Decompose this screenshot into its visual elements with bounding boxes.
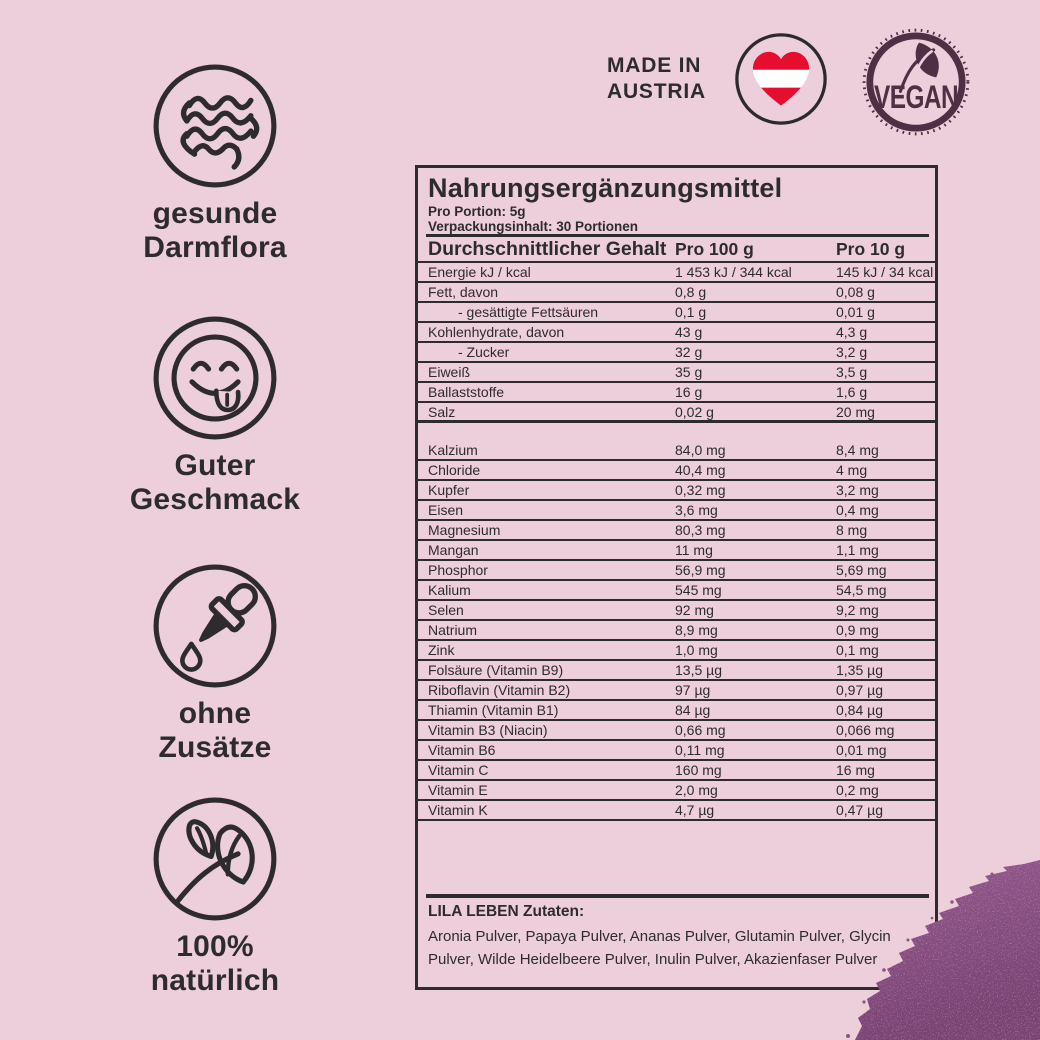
table-row — [418, 581, 935, 601]
row-per100: 92 mg — [675, 602, 714, 618]
row-per10: 5,69 mg — [836, 562, 887, 578]
col-header-per10: Pro 10 g — [836, 239, 906, 259]
feature-label — [158, 697, 271, 765]
row-label: Kalium — [428, 582, 471, 598]
table-row — [418, 343, 935, 363]
row-label: Fett, davon — [428, 284, 499, 300]
row-per10: 4,3 g — [836, 324, 868, 340]
row-per10: 0,08 g — [836, 284, 875, 300]
feature-good-taste — [80, 314, 350, 517]
row-label: Selen — [428, 602, 464, 618]
row-per100: 0,1 g — [675, 304, 707, 320]
table-row — [418, 363, 935, 383]
ingredients-title: LILA LEBEN Zutaten: — [428, 903, 585, 920]
row-per10: 20 mg — [836, 403, 875, 420]
row-label: Ballaststoffe — [428, 384, 505, 400]
row-per100: 11 mg — [675, 542, 713, 558]
dropper-icon — [151, 562, 279, 690]
micro-rows — [418, 441, 935, 821]
row-label: Phosphor — [428, 562, 488, 578]
table-row — [418, 303, 935, 323]
row-per10: 145 kJ / 34 kcal — [836, 264, 934, 280]
table-row — [418, 721, 935, 741]
row-label: Zink — [428, 642, 455, 658]
table-row — [418, 701, 935, 721]
row-per100: 97 µg — [675, 682, 711, 698]
feature-label — [143, 197, 287, 265]
row-per100: 13,5 µg — [675, 662, 722, 678]
row-per10: 0,1 mg — [836, 642, 879, 658]
divider — [426, 234, 929, 237]
table-row — [418, 283, 935, 303]
smiley-tongue-icon — [151, 314, 279, 442]
feature-label-line: gesunde — [152, 197, 278, 230]
row-per100: 0,02 g — [675, 403, 714, 420]
row-per10: 3,2 mg — [836, 482, 879, 498]
row-per10: 3,5 g — [836, 364, 868, 380]
row-label: Kohlenhydrate, davon — [428, 324, 565, 340]
purple-powder-photo — [812, 842, 1040, 1040]
row-label: Energie kJ / kcal — [428, 264, 531, 280]
table-row — [418, 801, 935, 821]
row-per100: 160 mg — [675, 762, 722, 778]
row-per10: 0,4 mg — [836, 502, 879, 518]
row-per100: 56,9 mg — [675, 562, 726, 578]
table-row — [418, 263, 935, 283]
row-label: Salz — [428, 403, 456, 420]
row-per10: 0,47 µg — [836, 802, 883, 818]
table-row — [418, 681, 935, 701]
row-label: Mangan — [428, 542, 479, 558]
table-row — [418, 383, 935, 403]
row-per100: 4,7 µg — [675, 802, 715, 818]
feature-label-line: Darmflora — [143, 231, 287, 264]
row-per100: 16 g — [675, 384, 703, 400]
row-label: Vitamin E — [428, 782, 488, 798]
feature-label-line: Guter — [174, 449, 256, 482]
vegan-label: VEGAN — [873, 79, 959, 116]
row-label: - Zucker — [458, 344, 510, 360]
row-label: Folsäure (Vitamin B9) — [428, 662, 564, 678]
made-in-line: AUSTRIA — [607, 80, 706, 103]
row-per10: 0,01 g — [836, 304, 875, 320]
table-row — [418, 403, 935, 423]
row-per10: 4 mg — [836, 462, 868, 478]
made-in-line: MADE IN — [607, 54, 702, 77]
row-per100: 80,3 mg — [675, 522, 726, 538]
table-row — [418, 601, 935, 621]
row-label: Kupfer — [428, 482, 470, 498]
col-header-label: Durchschnittlicher Gehalt — [428, 238, 667, 260]
table-row — [418, 441, 935, 461]
macro-rows — [418, 263, 935, 423]
row-label: Kalzium — [428, 442, 478, 458]
table-row — [418, 521, 935, 541]
austria-flag-heart-icon — [733, 31, 829, 127]
row-label: Riboflavin (Vitamin B2) — [428, 682, 571, 698]
row-label: Thiamin (Vitamin B1) — [428, 702, 559, 718]
row-per100: 0,11 mg — [675, 742, 725, 758]
row-per100: 84 µg — [675, 702, 711, 718]
table-row — [418, 661, 935, 681]
table-row — [418, 481, 935, 501]
row-per100: 0,32 mg — [675, 482, 726, 498]
row-per10: 0,84 µg — [836, 702, 883, 718]
row-per100: 545 mg — [675, 582, 722, 598]
row-per10: 8 mg — [836, 522, 868, 538]
row-per10: 0,066 mg — [836, 722, 895, 738]
feature-label-line: natürlich — [150, 964, 280, 997]
row-per10: 54,5 mg — [836, 582, 887, 598]
table-header-row — [418, 238, 935, 263]
row-label: Vitamin B6 — [428, 742, 496, 758]
table-row — [418, 641, 935, 661]
table-row — [418, 741, 935, 761]
feature-no-additives — [80, 562, 350, 765]
feature-label-line: ohne — [178, 697, 252, 730]
intestine-icon — [151, 62, 279, 190]
row-per100: 43 g — [675, 324, 703, 340]
table-row — [418, 561, 935, 581]
row-per100: 8,9 mg — [675, 622, 718, 638]
feature-label — [151, 930, 279, 998]
row-per10: 8,4 mg — [836, 442, 879, 458]
row-label: Eisen — [428, 502, 464, 518]
table-row — [418, 761, 935, 781]
row-label: - gesättigte Fettsäuren — [458, 304, 599, 320]
row-per10: 0,97 µg — [836, 682, 883, 698]
feature-label-line: Geschmack — [129, 483, 301, 516]
row-per100: 35 g — [675, 364, 703, 380]
row-per100: 2,0 mg — [675, 782, 718, 798]
table-row — [418, 781, 935, 801]
row-per10: 0,2 mg — [836, 782, 879, 798]
feature-gut-flora — [80, 62, 350, 265]
row-per100: 40,4 mg — [675, 462, 726, 478]
row-per100: 0,66 mg — [675, 722, 726, 738]
made-in-austria-text — [607, 53, 706, 105]
leaves-icon — [151, 795, 279, 923]
table-row — [418, 461, 935, 481]
col-header-per100: Pro 100 g — [675, 239, 754, 259]
portion-line: Pro Portion: 5g — [428, 204, 526, 219]
feature-label — [130, 449, 300, 517]
vegan-badge-icon — [861, 27, 971, 137]
package-line: Verpackungsinhalt: 30 Portionen — [428, 219, 639, 234]
row-per10: 1,35 µg — [836, 662, 883, 678]
row-label: Chloride — [428, 462, 481, 478]
row-per100: 32 g — [675, 344, 703, 360]
row-per10: 1,6 g — [836, 384, 868, 400]
row-per100: 84,0 mg — [675, 442, 726, 458]
table-row — [418, 621, 935, 641]
row-per10: 1,1 mg — [836, 542, 879, 558]
row-per100: 0,8 g — [675, 284, 707, 300]
table-row — [418, 501, 935, 521]
row-per10: 0,9 mg — [836, 622, 879, 638]
row-per10: 3,2 g — [836, 344, 868, 360]
row-label: Vitamin B3 (Niacin) — [428, 722, 548, 738]
row-label: Eiweiß — [428, 364, 471, 380]
row-per100: 1 453 kJ / 344 kcal — [675, 264, 792, 280]
row-per10: 0,01 mg — [836, 742, 887, 758]
row-per100: 1,0 mg — [675, 642, 718, 658]
nutrition-title: Nahrungsergänzungsmittel — [428, 173, 783, 203]
feature-label-line: 100% — [176, 930, 254, 963]
table-row — [418, 323, 935, 343]
row-label: Vitamin K — [428, 802, 488, 818]
row-label: Magnesium — [428, 522, 501, 538]
row-per100: 3,6 mg — [675, 502, 718, 518]
row-per10: 9,2 mg — [836, 602, 879, 618]
feature-label-line: Zusätze — [158, 731, 272, 764]
ingredients-text: Aronia Pulver, Papaya Pulver, Ananas Pulver, Glutamin Pulver, Glycin Pulver, Wilde Heidelbeere Pulver, Inulin Pulver, Akazienfaser Pulver — [428, 928, 891, 968]
feature-natural — [80, 795, 350, 998]
row-label: Natrium — [428, 622, 478, 638]
row-label: Vitamin C — [428, 762, 489, 778]
row-per10: 16 mg — [836, 762, 875, 778]
table-row — [418, 541, 935, 561]
